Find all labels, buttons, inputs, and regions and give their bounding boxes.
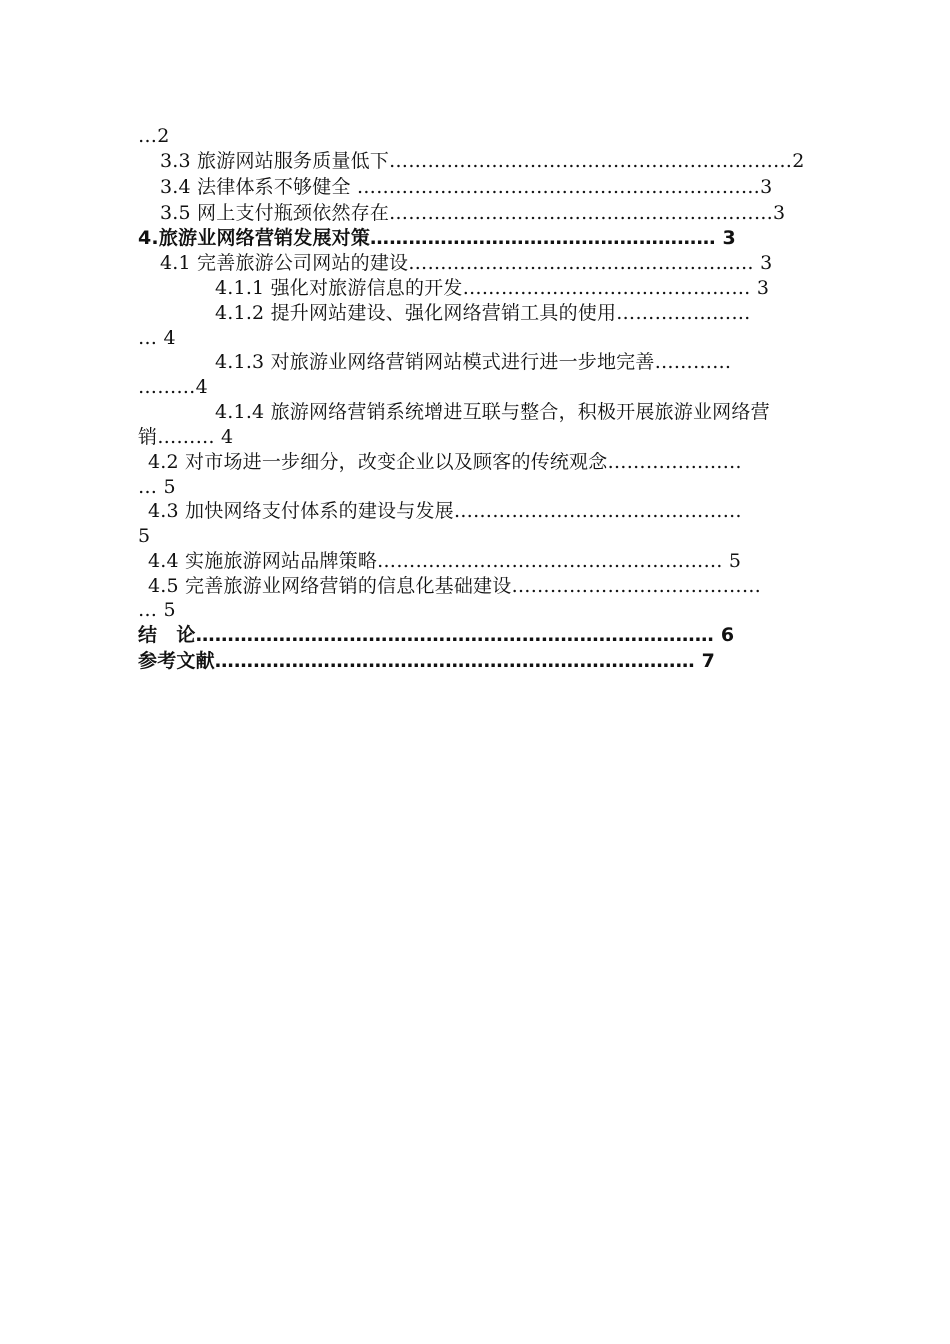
toc-entry-4-1-3-page: ………4	[138, 376, 208, 398]
toc-entry-references: 参考文献………………………………………………………………… 7	[138, 650, 716, 672]
toc-entry-4-1-2: 4.1.2 提升网站建设、强化网络营销工具的使用…………………	[215, 302, 751, 324]
toc-entry-4-1: 4.1 完善旅游公司网站的建设……………………………………………… 3	[160, 252, 773, 274]
toc-entry-4-2: 4.2 对市场进一步细分，改变企业以及顾客的传统观念…………………	[148, 451, 742, 473]
toc-entry-4: 4.旅游业网络营销发展对策……………………………………………… 3	[138, 227, 736, 249]
toc-entry-4-2-page: … 5	[138, 476, 176, 498]
toc-entry-3-3: 3.3 旅游网站服务质量低下………………………………………………………2	[160, 150, 805, 172]
toc-entry-4-4: 4.4 实施旅游网站品牌策略……………………………………………… 5	[148, 550, 742, 572]
toc-entry-3-4: 3.4 法律体系不够健全 ………………………………………………………3	[160, 176, 773, 198]
toc-entry-4-1-1: 4.1.1 强化对旅游信息的开发……………………………………… 3	[215, 277, 770, 299]
toc-entry-4-3-page: 5	[138, 525, 151, 547]
toc-entry-4-5-page: … 5	[138, 599, 176, 621]
toc-entry-4-1-4: 4.1.4 旅游网络营销系统增进互联与整合，积极开展旅游业网络营	[215, 401, 770, 423]
toc-entry-4-1-2-page: … 4	[138, 327, 176, 349]
toc-entry-4-1-3: 4.1.3 对旅游业网络营销网站模式进行进一步地完善…………	[215, 351, 732, 373]
toc-entry-conclusion: 结 论……………………………………………………………………… 6	[138, 624, 735, 646]
toc-entry-4-5: 4.5 完善旅游业网络营销的信息化基础建设…………………………………	[148, 575, 762, 597]
toc-entry-4-1-4-page: 销……… 4	[138, 426, 234, 448]
toc-line-continuation: …2	[138, 125, 170, 147]
toc-entry-4-3: 4.3 加快网络支付体系的建设与发展………………………………………	[148, 500, 742, 522]
toc-entry-3-5: 3.5 网上支付瓶颈依然存在……………………………………………………3	[160, 202, 786, 224]
